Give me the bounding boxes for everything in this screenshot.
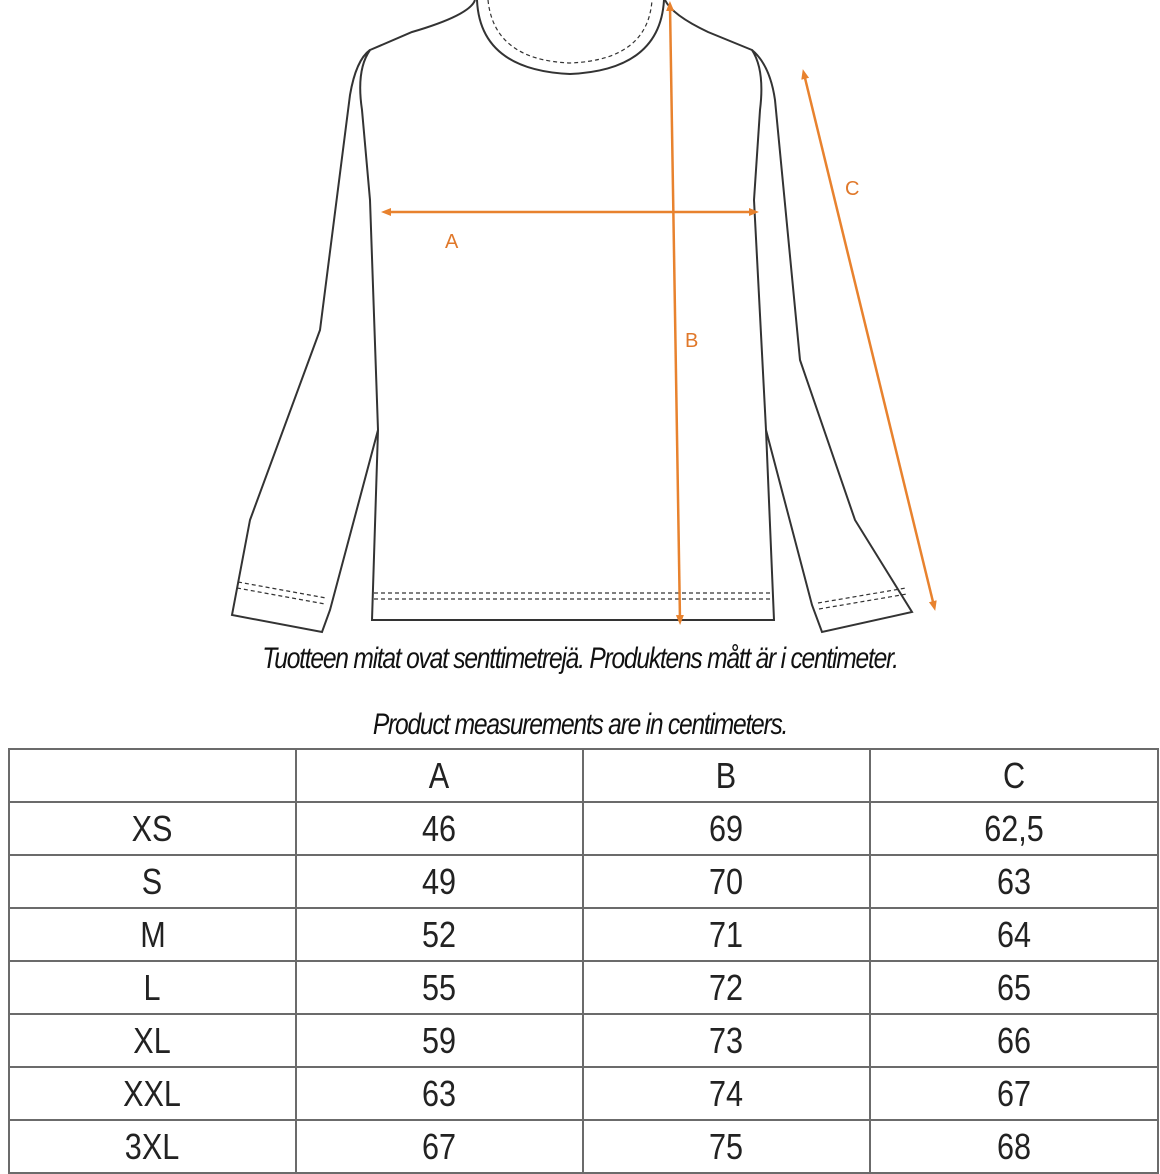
table-row <box>9 961 1158 1014</box>
table-cell-b: 74 <box>583 1067 870 1120</box>
table-cell-b: 71 <box>583 908 870 961</box>
measurement-lines <box>386 6 934 620</box>
table-cell-a: 55 <box>296 961 583 1014</box>
table-cell-b: 70 <box>583 855 870 908</box>
table-header-row <box>9 749 1158 802</box>
table-cell-c: 62,5 <box>870 802 1158 855</box>
table-row <box>9 1120 1158 1173</box>
label-c: C <box>845 178 860 200</box>
table-cell-c: 63 <box>870 855 1158 908</box>
table-cell-a: 59 <box>296 1014 583 1067</box>
header-cell-size <box>9 749 296 802</box>
table-cell-a: 49 <box>296 855 583 908</box>
right-sleeve <box>752 50 912 632</box>
table-cell-size: L <box>9 961 296 1014</box>
table-row <box>9 855 1158 908</box>
label-a: A <box>445 231 459 253</box>
caption-units-fi-sv: Tuotteen mitat ovat senttimetrejä. Produktens mått är i centimeter. <box>262 642 898 675</box>
table-cell-a: 46 <box>296 802 583 855</box>
table-cell-b: 73 <box>583 1014 870 1067</box>
header-cell-b: B <box>583 749 870 802</box>
table-cell-c: 65 <box>870 961 1158 1014</box>
table-cell-size: XS <box>9 802 296 855</box>
measure-b-line <box>670 6 680 620</box>
right-cuff-stitch <box>818 588 907 609</box>
table-cell-b: 72 <box>583 961 870 1014</box>
hem-stitch <box>374 593 770 599</box>
table-cell-size: XXL <box>9 1067 296 1120</box>
table-cell-c: 68 <box>870 1120 1158 1173</box>
table-cell-a: 63 <box>296 1067 583 1120</box>
table-row <box>9 1067 1158 1120</box>
table-cell-a: 52 <box>296 908 583 961</box>
table-cell-c: 64 <box>870 908 1158 961</box>
table-row <box>9 802 1158 855</box>
sweater-body <box>360 0 774 620</box>
label-b: B <box>685 330 699 352</box>
table-cell-b: 69 <box>583 802 870 855</box>
header-cell-a: A <box>296 749 583 802</box>
measure-c-line <box>804 74 934 606</box>
header-cell-c: C <box>870 749 1158 802</box>
table-row <box>9 1014 1158 1067</box>
table-cell-c: 67 <box>870 1067 1158 1120</box>
table-cell-a: 67 <box>296 1120 583 1173</box>
table-cell-c: 66 <box>870 1014 1158 1067</box>
table-cell-b: 75 <box>583 1120 870 1173</box>
size-table <box>8 748 1159 1174</box>
table-body <box>9 802 1158 1173</box>
table-row <box>9 908 1158 961</box>
left-cuff-stitch <box>237 582 326 604</box>
table-cell-size: M <box>9 908 296 961</box>
table-cell-size: S <box>9 855 296 908</box>
table-cell-size: XL <box>9 1014 296 1067</box>
left-sleeve <box>232 50 378 632</box>
neckline-stitch <box>488 0 652 63</box>
caption-units-en: Product measurements are in centimeters. <box>372 708 788 741</box>
table-cell-size: 3XL <box>9 1120 296 1173</box>
